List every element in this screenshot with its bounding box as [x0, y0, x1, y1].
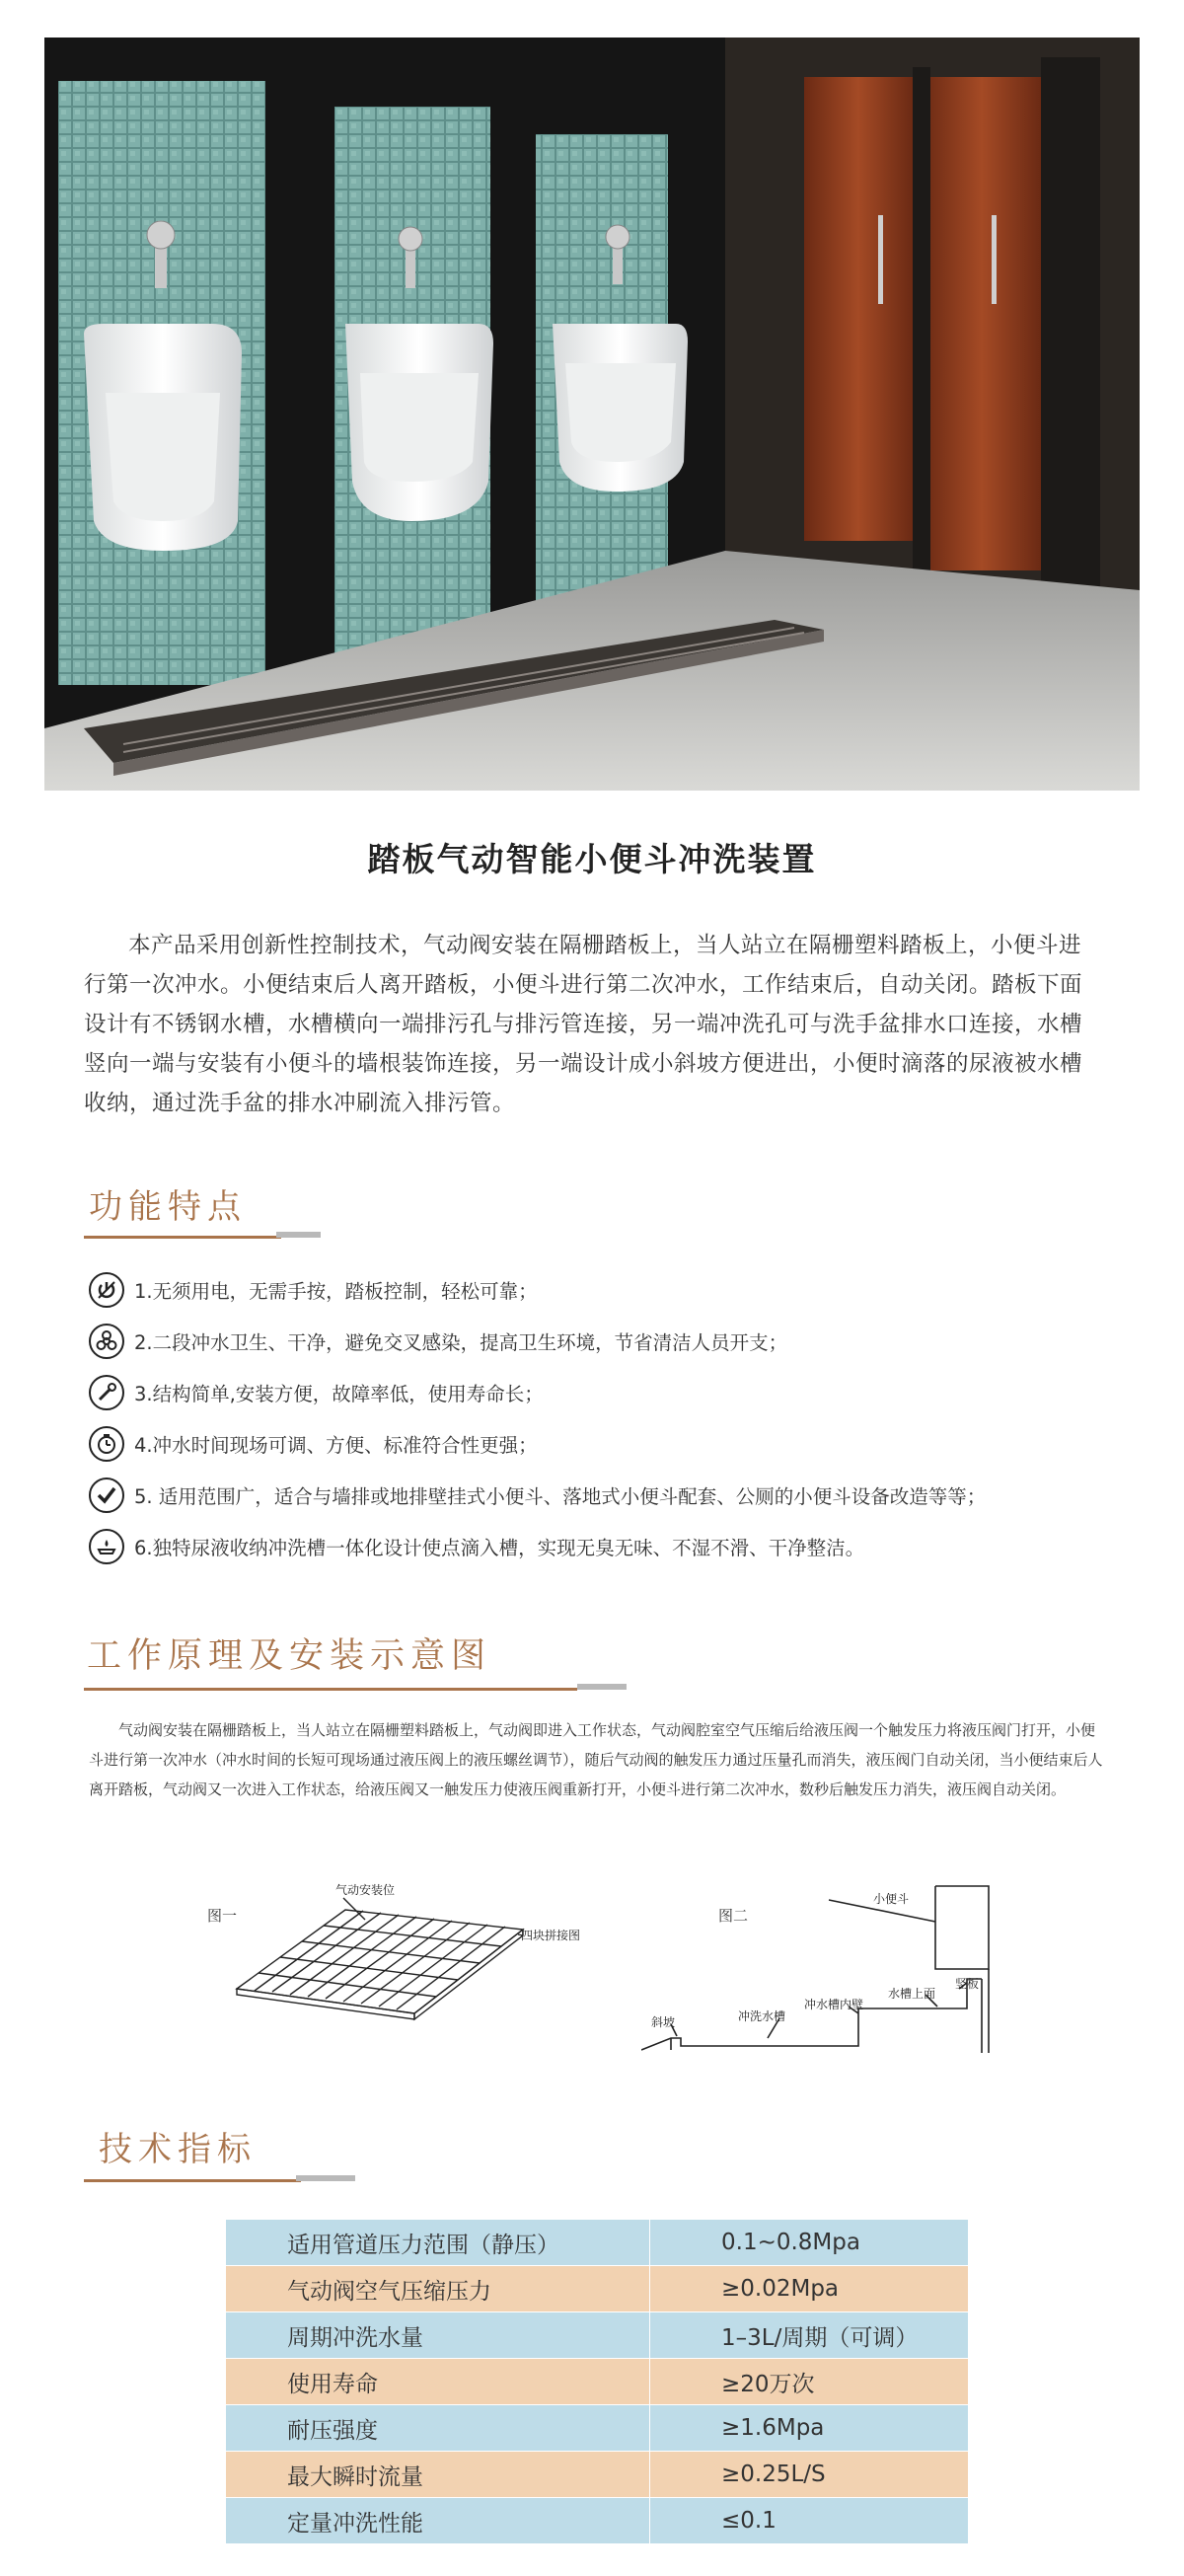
spec-name: 定量冲洗性能: [226, 2498, 650, 2544]
spec-value: 1–3L/周期（可调）: [650, 2312, 969, 2359]
spec-row: [226, 2312, 969, 2359]
feature-item: [89, 1421, 1125, 1467]
fig2-label: 图二: [718, 1907, 749, 1925]
section-diagram: [641, 1880, 1006, 2058]
drain-icon: [89, 1529, 124, 1564]
spec-value: ≤0.1: [650, 2498, 969, 2544]
principle-heading: 工作原理及安装示意图: [87, 1636, 492, 1676]
principle-paragraph: 气动阀安装在隔栅踏板上，当人站立在隔栅塑料踏板上，气动阀即进入工作状态，气动阀腔室空气压缩后给液压阀一个触发压力将液压阀门打开，小便斗进行第一次冲水（冲水时间的长短可现场通过液压阀上的液压螺丝调节），随后气动阀的触发压力通过压量孔而消失，液压阀门自动关闭，当小便结束后人离开踏板，气动阀又一次进入工作状态，给液压阀又一触发压力使液压阀重新打开，小便斗进行第二次冲水，数秒后触发压力消失，液压阀自动关闭。: [89, 1721, 1103, 1798]
spec-row: [226, 2452, 969, 2498]
hero-photo: [44, 38, 1140, 791]
timer-icon: [89, 1426, 124, 1462]
feature-text: 4.冲水时间现场可调、方便、标准符合性更强；: [134, 1434, 538, 1457]
specs-heading-accent: [296, 2175, 355, 2181]
feature-text: 6.独特尿液收纳冲洗槽一体化设计使点滴入槽，实现无臭无味、不湿不滑、干净整洁。: [134, 1537, 865, 1559]
spec-name: 适用管道压力范围（静压）: [226, 2220, 650, 2266]
fig1-valve-callout: 气动安装位: [335, 1883, 396, 1897]
spec-name: 气动阀空气压缩压力: [226, 2266, 650, 2312]
features-heading-underline: [84, 1236, 281, 1239]
spec-name: 周期冲洗水量: [226, 2312, 650, 2359]
spec-name: 耐压强度: [226, 2405, 650, 2452]
feature-item: [89, 1524, 1125, 1569]
spec-name: 最大瞬时流量: [226, 2452, 650, 2498]
fig1-splice-callout: 四块拼接图: [521, 1929, 581, 1942]
features-heading-accent: [276, 1232, 321, 1238]
fig2-vertical-plate-label: 竖板: [955, 1977, 980, 1991]
spec-name: 使用寿命: [226, 2359, 650, 2405]
spec-value: ≥1.6Mpa: [650, 2405, 969, 2452]
spec-value: ≥0.25L/S: [650, 2452, 969, 2498]
feature-item: [89, 1370, 1125, 1415]
feature-text: 2.二段冲水卫生、干净，避免交叉感染，提高卫生环境，节省清洁人员开支；: [134, 1331, 788, 1354]
fig2-trough-top-label: 水槽上面: [888, 1987, 936, 2001]
check-icon: [89, 1477, 124, 1513]
spec-row: [226, 2359, 969, 2405]
feature-text: 3.结构简单,安装方便，故障率低，使用寿命长；: [134, 1383, 544, 1405]
feature-item: [89, 1319, 1125, 1364]
grating-diagram: [227, 1890, 543, 2028]
fig1-label: 图一: [207, 1907, 238, 1925]
principle-heading-accent: [577, 1684, 627, 1690]
spec-row: [226, 2498, 969, 2544]
spec-row: [226, 2405, 969, 2452]
spec-value: 0.1~0.8Mpa: [650, 2220, 969, 2266]
principle-heading-underline: [84, 1688, 577, 1691]
specs-heading-underline: [84, 2179, 301, 2182]
fig2-flush-trough-label: 冲洗水槽: [738, 2009, 786, 2023]
spec-row: [226, 2220, 969, 2266]
specs-heading: 技术指标: [99, 2130, 257, 2169]
feature-item: [89, 1473, 1125, 1518]
urinal-photo-illustration: [44, 38, 1140, 791]
page-title: 踏板气动智能小便斗冲洗装置: [367, 840, 817, 878]
feature-text: 1.无须用电，无需手按，踏板控制，轻松可靠；: [134, 1280, 538, 1303]
feature-text: 5. 适用范围广，适合与墙排或地排壁挂式小便斗、落地式小便斗配套、公厕的小便斗设备改造等等；: [134, 1485, 987, 1508]
no-power-icon: [89, 1272, 124, 1308]
wrench-icon: [89, 1375, 124, 1410]
spec-table: [225, 2219, 969, 2544]
fig2-trough-inner-wall-label: 冲水槽内壁: [804, 1998, 864, 2011]
spec-row: [226, 2266, 969, 2312]
feature-item: [89, 1267, 1125, 1313]
features-heading: 功能特点: [89, 1187, 247, 1227]
fig2-urinal-label: 小便斗: [873, 1892, 910, 1906]
spec-value: ≥0.02Mpa: [650, 2266, 969, 2312]
intro-paragraph: 本产品采用创新性控制技术，气动阀安装在隔栅踏板上，当人站立在隔栅塑料踏板上，小便斗进行第一次冲水。小便结束后人离开踏板，小便斗进行第二次冲水，工作结束后，自动关闭。踏板下面设计有不锈钢水槽，水槽横向一端排污孔与排污管连接，另一端冲洗孔可与洗手盆排水口连接，水槽竖向一端与安装有小便斗的墙根装饰连接，另一端设计成小斜坡方便进出，小便时滴落的尿液被水槽收纳，通过洗手盆的排水冲刷流入排污管。: [84, 933, 1083, 1116]
fig2-slope-label: 斜坡: [651, 2015, 676, 2029]
biohazard-icon: [89, 1324, 124, 1359]
spec-value: ≥20万次: [650, 2359, 969, 2405]
